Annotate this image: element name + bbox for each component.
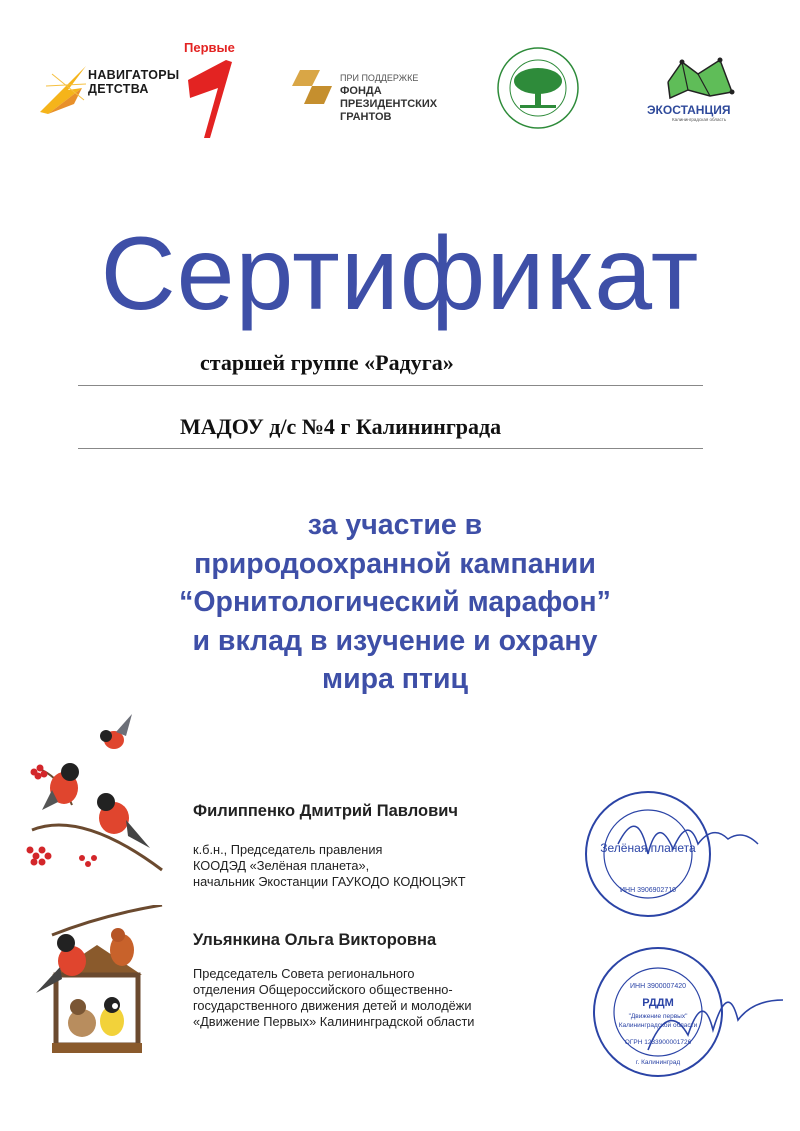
position-line: Председатель Совета регионального xyxy=(193,966,415,981)
position-line: начальник Экостанции ГАУКОДО КОДЮЦЭКТ xyxy=(193,874,466,889)
pervye-logo-icon xyxy=(180,40,242,140)
reason-line: мира птиц xyxy=(322,663,468,695)
recipient-group: старшей группе «Радуга» xyxy=(200,350,454,375)
stamp-text: Зелёная планета xyxy=(600,841,696,855)
fond-logo-icon xyxy=(290,68,338,108)
navigators-line2: ДЕТСТВА xyxy=(88,82,149,96)
green-planet-stamp-icon xyxy=(578,784,768,924)
reason-line: за участие в xyxy=(307,509,483,541)
rddm-stamp-icon xyxy=(588,940,788,1080)
pervye-logo-text: Первые xyxy=(184,40,235,55)
reason-line: природоохранной кампании xyxy=(194,547,596,580)
fond-line3: ГРАНТОВ xyxy=(340,111,392,123)
stamp-ogrn: ОГРН 1233900001726 xyxy=(624,1039,692,1046)
signatory-position xyxy=(193,842,466,890)
signatory-name: Филиппенко Дмитрий Павлович xyxy=(193,802,458,820)
certificate-title: Сертификат xyxy=(100,216,700,332)
recipient-institution: МАДОУ д/с №4 г Калининграда xyxy=(180,414,502,439)
bird-feeder-illustration-icon xyxy=(22,905,172,1070)
stamp-city: г. Калининград xyxy=(635,1059,681,1066)
underline-1 xyxy=(78,385,703,386)
ecostation-logo-text: ЭКОСТАНЦИЯ xyxy=(647,103,731,117)
fond-line2: ПРЕЗИДЕНТСКИХ xyxy=(340,98,438,110)
fond-line1: ФОНДА xyxy=(340,85,382,97)
stamp-subtext-2: Калининградской области xyxy=(618,1022,698,1029)
position-line: отделения Общероссийского общественно- xyxy=(193,982,453,997)
position-line: «Движение Первых» Калининградской области xyxy=(193,1014,475,1029)
award-reason xyxy=(120,506,670,699)
signatory-position xyxy=(193,966,474,1030)
position-line: к.б.н., Председатель правления xyxy=(193,842,383,857)
stamp-inn: ИНН 3906902710 xyxy=(619,887,677,894)
position-line: КООДЭД «Зелёная планета», xyxy=(193,858,370,873)
reason-line: “Орнитологический марафон” xyxy=(179,586,611,618)
navigators-line1: НАВИГАТОРЫ xyxy=(88,68,180,82)
navigators-logo-text xyxy=(88,68,179,96)
stamp-subtext: "Движение первых" xyxy=(628,1013,688,1020)
tree-emblem-icon xyxy=(490,45,586,131)
fond-logo-text xyxy=(340,72,437,124)
underline-2 xyxy=(78,448,703,449)
fond-small: ПРИ ПОДДЕРЖКЕ xyxy=(340,73,419,83)
reason-line: и вклад в изучение и охрану xyxy=(192,624,598,657)
stamp-text: РДДМ xyxy=(642,997,674,1009)
ecostation-logo-subtext: Калининградская область xyxy=(672,117,727,122)
position-line: государственного движения детей и молодёжи xyxy=(193,998,472,1013)
stamp-inn: ИНН 3900007420 xyxy=(629,983,687,990)
bullfinch-illustration-icon xyxy=(22,710,172,890)
signatory-name: Ульянкина Ольга Викторовна xyxy=(193,931,437,949)
